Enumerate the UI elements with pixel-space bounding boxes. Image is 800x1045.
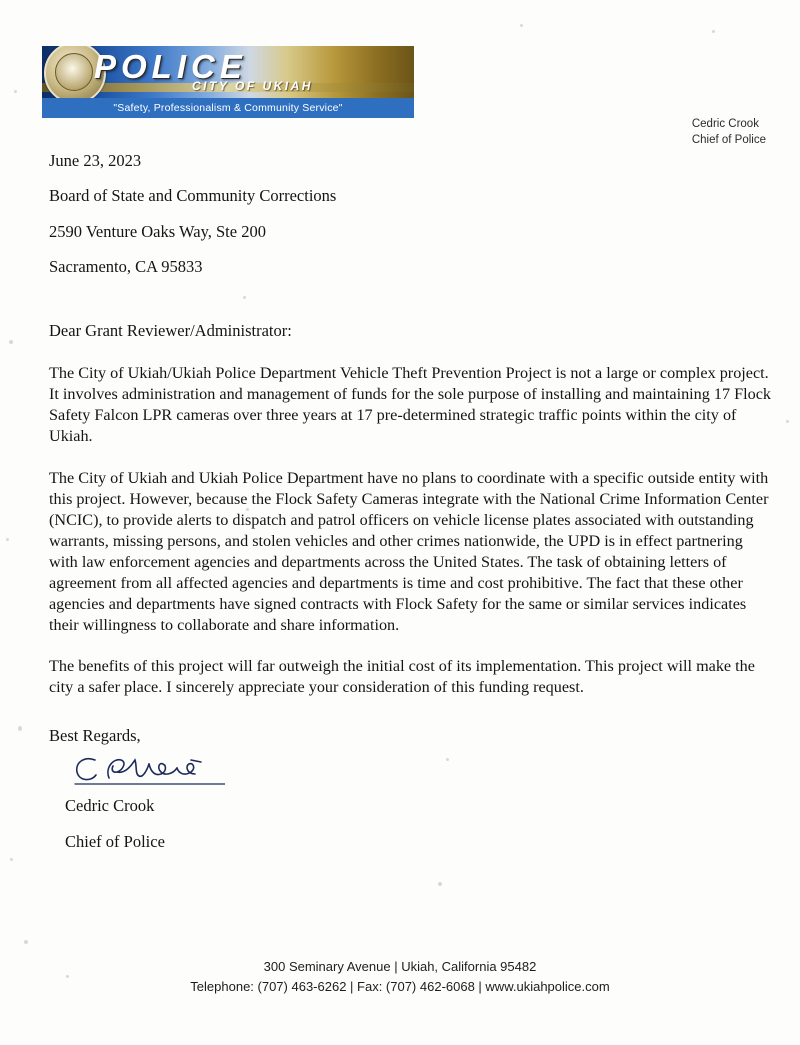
chief-name: Cedric Crook (691, 118, 759, 130)
footer-address: 300 Seminary Avenue | Ukiah, California 95482 (263, 958, 537, 974)
letterhead-sub-wordmark: CITY OF UKIAH (192, 79, 313, 93)
scan-speck (786, 420, 789, 423)
scan-speck (6, 538, 9, 541)
scan-speck (18, 726, 22, 731)
letterhead (42, 46, 414, 118)
scan-speck (712, 30, 715, 33)
letter-paragraph: The benefits of this project will far outweigh the initial cost of its implementation. This project will make the city a safer place. I sincerely appreciate your consideration of this funding request. (49, 657, 755, 697)
recipient-city: Sacramento, CA 95833 (49, 256, 203, 276)
signature-image (65, 750, 225, 794)
letterhead-banner (42, 46, 414, 98)
scan-speck (520, 24, 523, 27)
letter-paragraph: The City of Ukiah and Ukiah Police Department have no plans to coordinate with a specific outside entity with this project. However, because the Flock Safety Cameras integrate with the National Crime Information Center (NCIC), to provide alerts to dispatch and patrol officers on vehicle license plates associated with outstanding warrants, missing persons, and stolen vehicles and other crimes nationwide, the UPD is in effect partnering with law enforcement agencies and departments across the United States. The task of obtaining letters of agreement from all affected agencies and departments is time and cost prohibitive. The fact that these other agencies and departments have signed contracts with Flock Safety for the same or similar services indicates their willingness to collaborate and share information. (49, 468, 769, 634)
letterhead-wordmark: POLICE (94, 48, 247, 85)
page-footer (0, 957, 800, 997)
closing: Best Regards, (49, 726, 141, 746)
letter-date: June 23, 2023 (49, 151, 142, 170)
scan-speck (10, 858, 13, 861)
chief-block (692, 117, 766, 148)
footer-contact: Telephone: (707) 463-6262 | Fax: (707) 462-6068 | www.ukiahpolice.com (190, 978, 610, 994)
recipient-street: 2590 Venture Oaks Way, Ste 200 (49, 221, 266, 241)
scan-speck (9, 340, 13, 344)
scan-speck (24, 940, 28, 944)
chief-title: Chief of Police (691, 133, 766, 146)
letterhead-tagline-bar (42, 98, 414, 118)
recipient-org: Board of State and Community Corrections (49, 186, 337, 206)
scan-speck (438, 882, 442, 886)
scan-speck (14, 90, 17, 93)
signer-name: Cedric Crook (65, 796, 155, 816)
salutation: Dear Grant Reviewer/Administrator: (49, 321, 292, 341)
signer-title: Chief of Police (65, 832, 165, 852)
letterhead-tagline: "Safety, Professionalism & Community Service" (113, 102, 343, 114)
letter-paragraph: The City of Ukiah/Ukiah Police Department Vehicle Theft Prevention Project is not a large or complex project. It involves administration and management of funds for the sole purpose of installing and maintaining 17 Flock Safety Falcon LPR cameras over three years at 17 pre-determined strategic traffic points within the city of Ukiah. (49, 364, 772, 446)
letter-body (49, 152, 773, 852)
